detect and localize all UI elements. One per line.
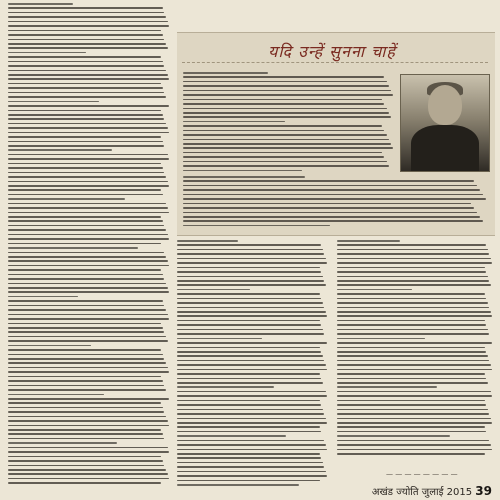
- text-line: [177, 289, 250, 291]
- text-line: [8, 380, 163, 382]
- text-line: [337, 333, 489, 335]
- text-line: [8, 78, 169, 80]
- text-line: [8, 300, 163, 302]
- text-line: [8, 158, 169, 160]
- text-line: [177, 475, 327, 477]
- text-line: [8, 473, 168, 475]
- text-line: [8, 47, 168, 49]
- text-line: [8, 123, 166, 125]
- article-column-3: [337, 240, 494, 464]
- text-line: [8, 274, 163, 276]
- text-line: [177, 342, 327, 344]
- text-line: [337, 413, 489, 415]
- text-line: [337, 391, 491, 393]
- text-line: [8, 376, 161, 378]
- text-line: [337, 422, 492, 424]
- text-line: [8, 21, 168, 23]
- text-line: [337, 378, 486, 380]
- text-line: [337, 302, 488, 304]
- text-line: [177, 466, 324, 468]
- text-line: [8, 198, 125, 200]
- text-line: [177, 462, 323, 464]
- text-line: [8, 194, 163, 196]
- text-line: [8, 145, 164, 147]
- text-line: [177, 244, 321, 246]
- text-line: [8, 442, 117, 444]
- text-line: [183, 194, 483, 196]
- text-line: [8, 132, 169, 134]
- text-line: [337, 249, 488, 251]
- text-line: [337, 253, 489, 255]
- text-line: [183, 121, 285, 123]
- text-line: [177, 258, 326, 260]
- text-line: [177, 484, 299, 486]
- text-line: [8, 407, 163, 409]
- text-line: [8, 425, 169, 427]
- issue-date: जुलाई 2015: [421, 487, 473, 498]
- text-line: [8, 411, 164, 413]
- text-line: [8, 141, 163, 143]
- text-line: [183, 116, 391, 118]
- text-line: [177, 276, 323, 278]
- text-line: [8, 25, 169, 27]
- text-line: [8, 7, 163, 9]
- text-line: [8, 433, 163, 435]
- text-line: [8, 327, 163, 329]
- text-line: [8, 318, 169, 320]
- text-line: [177, 409, 323, 411]
- text-line: [8, 283, 166, 285]
- text-line: [183, 85, 389, 87]
- text-line: [177, 355, 323, 357]
- text-line: [8, 105, 169, 107]
- text-line: [8, 296, 78, 298]
- text-line: [8, 149, 112, 151]
- text-line: [8, 220, 163, 222]
- text-line: [177, 284, 326, 286]
- text-line: [8, 3, 73, 5]
- box-text-left: [183, 72, 395, 172]
- text-line: [183, 90, 391, 92]
- text-line: [8, 207, 168, 209]
- box-title: यदि उन्हें सुनना चाहें: [268, 42, 396, 61]
- text-line: [337, 267, 485, 269]
- text-line: [8, 114, 163, 116]
- text-line: [8, 252, 164, 254]
- text-line: [337, 404, 486, 406]
- text-line: [337, 307, 489, 309]
- text-line: [8, 265, 169, 267]
- text-line: [183, 134, 387, 136]
- text-line: [8, 323, 161, 325]
- text-line: [177, 302, 323, 304]
- text-line: [337, 271, 486, 273]
- text-line: [8, 456, 161, 458]
- title-rule: [182, 62, 488, 63]
- text-line: [337, 324, 486, 326]
- text-line: [8, 229, 166, 231]
- text-line: [183, 189, 480, 191]
- text-line: [8, 291, 169, 293]
- text-line: [8, 420, 168, 422]
- text-line: [183, 108, 387, 110]
- text-line: [337, 435, 450, 437]
- text-line: [177, 373, 320, 375]
- text-line: [337, 400, 485, 402]
- text-line: [8, 65, 164, 67]
- text-line: [337, 351, 486, 353]
- text-line: [8, 203, 166, 205]
- text-line: [8, 225, 164, 227]
- text-line: [8, 163, 161, 165]
- text-line: [183, 220, 483, 222]
- text-line: [8, 176, 166, 178]
- page-number: 39: [475, 484, 492, 498]
- text-line: [177, 378, 321, 380]
- text-line: [8, 358, 164, 360]
- text-line: [177, 457, 321, 459]
- text-line: [337, 244, 486, 246]
- text-line: [8, 61, 163, 63]
- text-line: [177, 471, 326, 473]
- text-line: [177, 391, 326, 393]
- text-line: [337, 338, 425, 340]
- text-line: [8, 278, 164, 280]
- magazine-name: अखंड ज्योति: [371, 487, 419, 498]
- text-line: [177, 444, 326, 446]
- text-line: [8, 87, 163, 89]
- text-line: [177, 329, 323, 331]
- text-line: [8, 212, 169, 214]
- text-line: [8, 305, 164, 307]
- text-line: [183, 76, 384, 78]
- text-line: [8, 167, 163, 169]
- text-line: [183, 143, 391, 145]
- text-line: [337, 289, 412, 291]
- text-line: [8, 16, 166, 18]
- text-line: [337, 395, 492, 397]
- text-line: [183, 165, 389, 167]
- text-line: [8, 371, 169, 373]
- text-line: [177, 480, 320, 482]
- text-line: [183, 198, 486, 200]
- text-line: [8, 447, 168, 449]
- text-line: [337, 364, 491, 366]
- text-line: [8, 96, 166, 98]
- text-line: [177, 240, 238, 242]
- text-line: [8, 389, 166, 391]
- text-line: [177, 435, 286, 437]
- text-line: [177, 298, 321, 300]
- text-line: [337, 311, 491, 313]
- text-line: [8, 336, 166, 338]
- text-line: [177, 267, 320, 269]
- text-line: [337, 360, 489, 362]
- text-line: [177, 369, 327, 371]
- text-line: [337, 315, 492, 317]
- text-line: [8, 216, 161, 218]
- text-line: [177, 280, 324, 282]
- text-line: [8, 354, 163, 356]
- text-line: [8, 402, 161, 404]
- left-column: [8, 3, 171, 496]
- text-line: [8, 101, 99, 103]
- text-line: [177, 324, 321, 326]
- text-line: [8, 451, 169, 453]
- text-line: [177, 253, 324, 255]
- text-line: [183, 147, 393, 149]
- text-line: [183, 103, 384, 105]
- text-line: [177, 382, 323, 384]
- text-line: [8, 74, 168, 76]
- text-line: [8, 34, 163, 36]
- text-line: [337, 355, 488, 357]
- text-line: [177, 426, 320, 428]
- text-line: [183, 225, 330, 227]
- text-line: [177, 395, 327, 397]
- text-line: [177, 360, 324, 362]
- text-line: [8, 136, 161, 138]
- text-line: [177, 404, 321, 406]
- text-line: [8, 83, 161, 85]
- text-line: [8, 189, 161, 191]
- text-line: [183, 156, 384, 158]
- text-line: [337, 342, 492, 344]
- text-line: [8, 260, 168, 262]
- text-line: [177, 386, 274, 388]
- text-line: [337, 258, 491, 260]
- text-line: [337, 386, 437, 388]
- text-line: [8, 482, 161, 484]
- text-line: [337, 449, 492, 451]
- text-line: [177, 262, 327, 264]
- text-line: [8, 269, 161, 271]
- box-text-wide: [183, 176, 489, 230]
- text-line: [337, 262, 492, 264]
- text-line: [337, 426, 485, 428]
- text-line: [337, 329, 488, 331]
- text-line: [8, 314, 168, 316]
- text-line: [177, 449, 327, 451]
- text-line: [8, 349, 161, 351]
- text-line: [183, 139, 389, 141]
- text-line: [8, 30, 161, 32]
- text-line: [8, 416, 166, 418]
- text-line: [177, 351, 321, 353]
- text-line: [8, 367, 168, 369]
- text-line: [177, 311, 326, 313]
- translation-credit: — — — — — — — —: [386, 470, 458, 478]
- text-line: [8, 345, 91, 347]
- text-line: [8, 362, 166, 364]
- text-line: [8, 110, 161, 112]
- text-line: [337, 347, 485, 349]
- text-line: [8, 340, 168, 342]
- text-line: [8, 181, 168, 183]
- text-line: [8, 127, 168, 129]
- text-line: [337, 240, 400, 242]
- text-line: [177, 307, 324, 309]
- text-line: [177, 422, 327, 424]
- text-line: [337, 320, 485, 322]
- text-line: [337, 444, 491, 446]
- text-line: [8, 247, 138, 249]
- text-line: [337, 298, 486, 300]
- text-line: [177, 400, 320, 402]
- text-line: [8, 39, 164, 41]
- text-line: [183, 185, 477, 187]
- text-line: [8, 469, 166, 471]
- text-line: [337, 453, 485, 455]
- text-line: [8, 478, 169, 480]
- text-line: [8, 331, 164, 333]
- page-footer: [372, 484, 492, 498]
- text-line: [183, 94, 393, 96]
- text-line: [337, 409, 488, 411]
- text-line: [177, 249, 323, 251]
- text-line: [177, 320, 320, 322]
- text-line: [8, 394, 104, 396]
- text-line: [337, 431, 486, 433]
- text-line: [8, 92, 164, 94]
- text-line: [177, 440, 324, 442]
- text-line: [183, 170, 302, 172]
- text-line: [8, 429, 161, 431]
- text-line: [8, 234, 168, 236]
- text-line: [177, 333, 324, 335]
- text-line: [177, 431, 321, 433]
- text-line: [183, 81, 387, 83]
- text-line: [177, 453, 320, 455]
- text-line: [8, 243, 161, 245]
- text-line: [337, 369, 492, 371]
- text-line: [8, 154, 168, 156]
- text-line: [8, 287, 168, 289]
- text-line: [8, 185, 169, 187]
- text-line: [183, 216, 480, 218]
- text-line: [8, 238, 169, 240]
- text-line: [177, 338, 262, 340]
- text-line: [8, 56, 161, 58]
- text-line: [8, 118, 164, 120]
- text-line: [183, 161, 387, 163]
- text-line: [8, 465, 164, 467]
- text-line: [183, 112, 389, 114]
- text-line: [337, 440, 489, 442]
- text-line: [183, 125, 382, 127]
- text-line: [183, 72, 268, 74]
- text-line: [8, 12, 164, 14]
- text-line: [337, 284, 491, 286]
- text-line: [183, 203, 471, 205]
- text-line: [8, 309, 166, 311]
- text-line: [8, 460, 163, 462]
- text-line: [8, 43, 166, 45]
- text-line: [177, 347, 320, 349]
- text-line: [337, 293, 485, 295]
- text-line: [183, 99, 382, 101]
- text-line: [177, 364, 326, 366]
- portrait-photo: [400, 74, 490, 172]
- text-line: [177, 271, 321, 273]
- text-line: [337, 382, 488, 384]
- text-line: [8, 52, 86, 54]
- text-line: [183, 176, 305, 178]
- text-line: [177, 315, 327, 317]
- text-line: [177, 293, 320, 295]
- text-line: [177, 418, 326, 420]
- text-line: [183, 180, 474, 182]
- text-line: [183, 212, 477, 214]
- text-line: [8, 256, 166, 258]
- text-line: [337, 418, 491, 420]
- text-line: [8, 385, 164, 387]
- text-line: [337, 280, 489, 282]
- text-line: [177, 413, 324, 415]
- article-column-2: [177, 240, 329, 496]
- text-line: [8, 70, 166, 72]
- text-line: [8, 172, 164, 174]
- text-line: [8, 398, 169, 400]
- text-line: [183, 152, 382, 154]
- text-line: [183, 130, 384, 132]
- text-line: [337, 276, 488, 278]
- text-line: [8, 438, 164, 440]
- text-line: [183, 207, 474, 209]
- text-line: [337, 373, 485, 375]
